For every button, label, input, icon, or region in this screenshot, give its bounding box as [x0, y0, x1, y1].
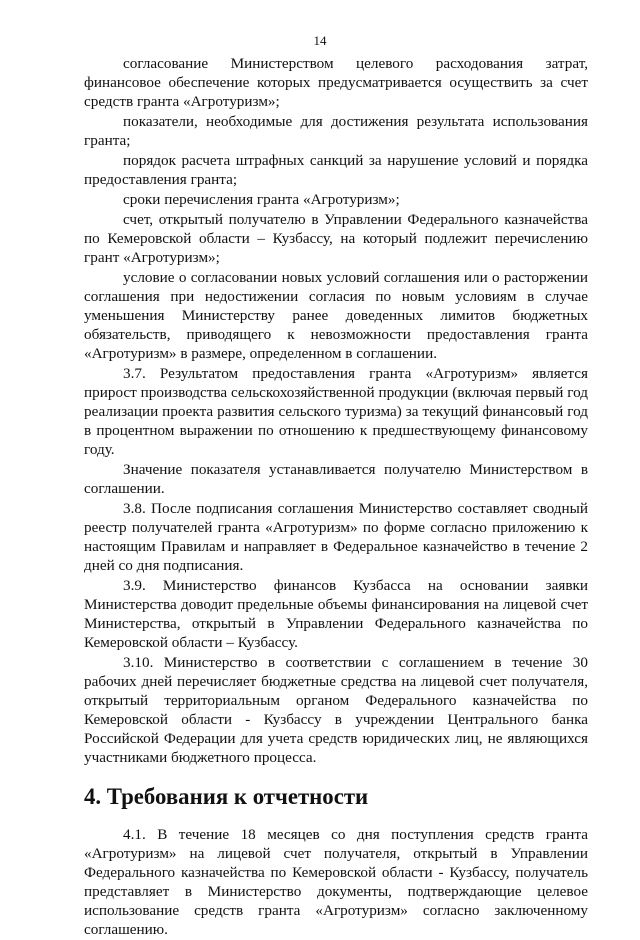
paragraph-3-7: 3.7. Результатом предоставления гранта «Агротуризм» является прирост производства сельскохозяйственной продукции (включая первый год реализации проекта развития сельского туризма) за текущий финансовый год в процентном выражении по отношению к предшествующему финансовому году. — [84, 365, 588, 458]
paragraph-new-conditions: условие о согласовании новых условий соглашения или о расторжении соглашения при недостижении согласия по новым условиям в случае уменьшения Министерству ранее доведенных лимитов бюджетных обязательств, приводящего к невозможности предоставления гранта «Агротуризм» в размере, определенном в соглашении. — [84, 269, 588, 362]
paragraph-treasury-account: счет, открытый получателю в Управлении Федерального казначейства по Кемеровской области – Кузбассу, на который подлежит перечислению грант «Агротуризм»; — [84, 211, 588, 266]
paragraph-3-9: 3.9. Министерство финансов Кузбасса на основании заявки Министерства доводит предельные объемы финансирования на лицевой счет Министерства, открытый в Управлении Федерального казначейства по Кемеровской области – Кузбассу. — [84, 577, 588, 651]
page-number: 14 — [313, 33, 327, 48]
paragraph-penalty-calculation: порядок расчета штрафных санкций за нарушение условий и порядка предоставления гранта; — [84, 152, 588, 188]
document-body — [84, 54, 588, 940]
paragraph-3-8: 3.8. После подписания соглашения Министерство составляет сводный реестр получателей гранта «Агротуризм» по форме согласно приложению к настоящим Правилам и направляет в Федеральное казначейство в течение 2 дней со дня подписания. — [84, 500, 588, 574]
paragraph-agreement-approval: согласование Министерством целевого расходования затрат, финансовое обеспечение которых предусматривается осуществить за счет средств гранта «Агротуризм»; — [84, 55, 588, 110]
paragraph-transfer-terms: сроки перечисления гранта «Агротуризм»; — [123, 191, 400, 208]
paragraph-3-10: 3.10. Министерство в соответствии с соглашением в течение 30 рабочих дней перечисляет бюджетные средства на лицевой счет получателя, открытый территориальным органом Федерального казначейства по Кемеровской области - Кузбассу в учреждении Центрального банка Российской Федерации для учета средств юридических лиц, не являющихся участниками бюджетного процесса. — [84, 654, 588, 766]
paragraph-4-1: 4.1. В течение 18 месяцев со дня поступления средств гранта «Агротуризм» на лицевой счет получателя, открытый в Управлении Федерального казначейства по Кемеровской области - Кузбассу, получатель представляет в Министерство документы, подтверждающие целевое использование средств гранта «Агротуризм» согласно заключенному соглашению. — [84, 826, 588, 938]
paragraph-indicator-value: Значение показателя устанавливается получателю Министерством в соглашении. — [84, 461, 588, 497]
paragraph-result-indicators: показатели, необходимые для достижения результата использования гранта; — [84, 113, 588, 149]
section-heading-reporting: 4. Требования к отчетности — [84, 784, 369, 809]
